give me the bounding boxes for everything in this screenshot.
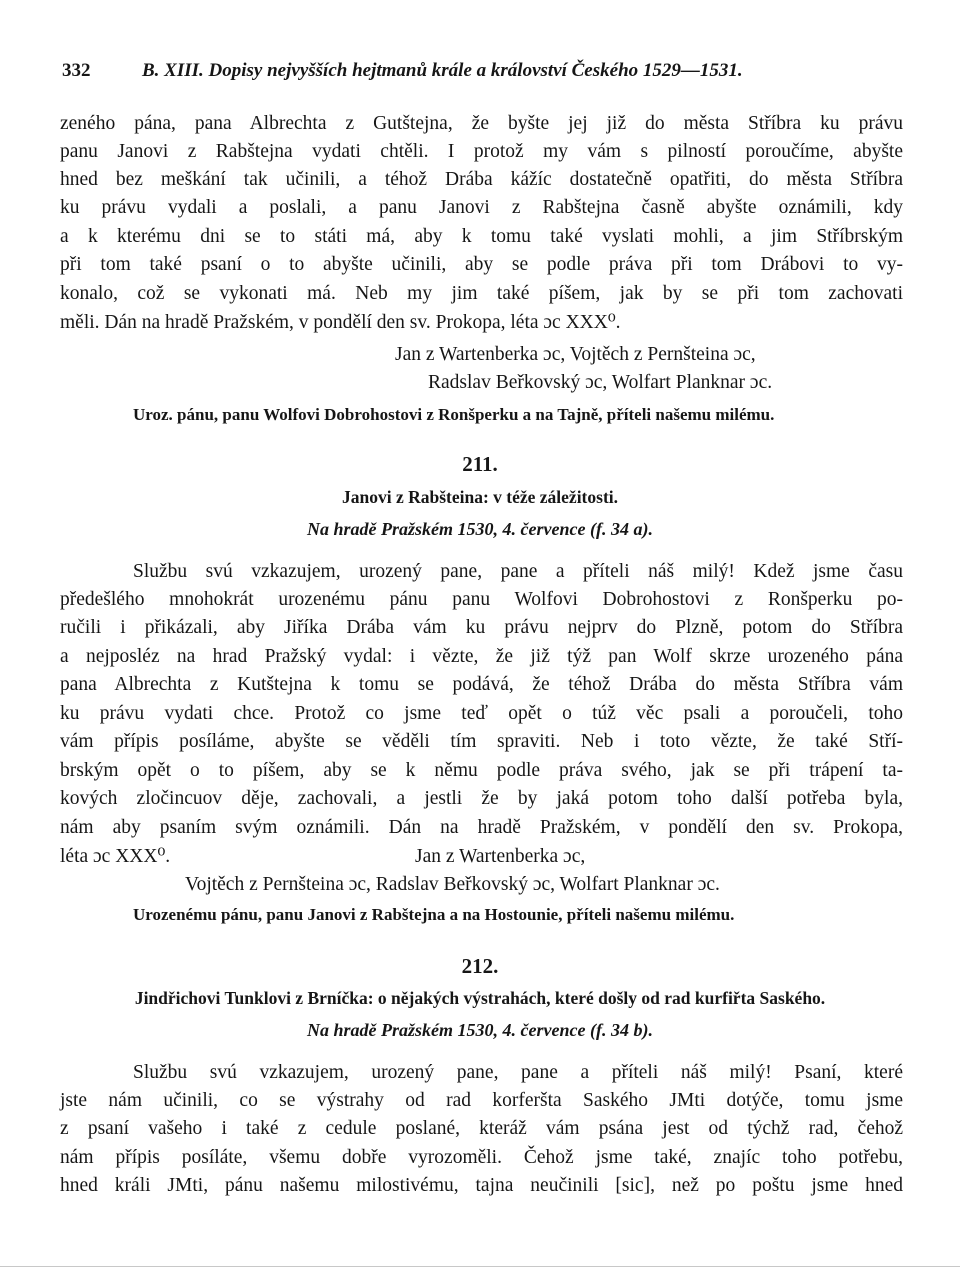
text-line: Službu svú vzkazujem, urozený pane, pane a příteli náš milý! Psaní, které [133, 1062, 903, 1083]
text-line: panu Janovi z Rabštejna vydati chtěli. I protož my vám s pilností poroučíme, abyšte [60, 141, 903, 162]
signature-line: Vojtěch z Pernšteina ɔc, Radslav Beřkovský ɔc, Wolfart Planknar ɔc. [185, 874, 720, 895]
text-line: ku právu vydali a poslali, a panu Janovi z Rabštejna časně abyšte oznámili, kdy [60, 197, 903, 218]
text-line: ručili i přikázali, aby Jiříka Drába vám ku právu nejprv do Plzně, potom do Stříbra [60, 617, 903, 638]
text-line: a k kterému dni se to státi má, aby k tomu také vyslati mohli, a jim Stříbrským [60, 226, 903, 247]
signature-line-1: Jan z Wartenberka ɔc, Vojtěch z Pernšteina ɔc, [395, 344, 756, 365]
text-line: kových zločincuov děje, zachovali, a jestli že by jaká potom toho další potřeba byla, [60, 788, 903, 809]
letter-place-date: Na hradě Pražském 1530, 4. července (f. 34 a). [307, 519, 653, 539]
text-line: pana Albrechta z Kutštejna k tomu se podává, že téhož Drába do města Stříbra vám [60, 674, 903, 695]
letter-number: 212. [461, 954, 499, 978]
text-line: jste nám učinili, co se výstrahy od rad korferšta Saského JMti dotýče, tomu jsme [60, 1090, 903, 1111]
running-header [62, 60, 902, 88]
text-line: léta ɔc XXX⁰. [60, 846, 171, 867]
text-line: hned bez meškání tak učinili, a téhož Drába kážíc dostatečně opatřiti, do města Stříbra [60, 169, 903, 190]
letter-number: 211. [462, 452, 498, 476]
text-line: vám přípis posíláme, abyšte se věděli tím spraviti. Neb i toto vězte, že také Stří- [60, 731, 903, 752]
letter-address: Uroz. pánu, panu Wolfovi Dobrohostovi z Ronšperku a na Tajně, příteli našemu milému. [133, 405, 775, 424]
letter-place-date: Na hradě Pražském 1530, 4. července (f. 34 b). [307, 1020, 653, 1040]
signature-inline: Jan z Wartenberka ɔc, [415, 846, 586, 867]
bottom-divider [0, 1266, 960, 1267]
text-line: konalo, což se vykonati má. Neb my jim také píšem, jak by se při tom zachovati [60, 283, 903, 304]
text-line: zeného pána, pana Albrechta z Gutštejna, že byšte jej již do města Stříbra ku právu [60, 113, 903, 134]
letter-subject: Janovi z Rabšteina: v téže záležitosti. [341, 487, 619, 507]
text-line: měli. Dán na hradě Pražském, v pondělí den sv. Prokopa, léta ɔc XXX⁰. [60, 312, 621, 333]
text-line: ku právu vydati chce. Protož co jsme teď opět o túž věc psali a poroučeli, toho [60, 703, 903, 724]
text-line: z psaní vašeho i také z cedule poslané, kteráž vám psána jest od týchž rad, čehož [60, 1118, 903, 1139]
letter-subject: Jindřichovi Tunklovi z Brníčka: o nějakých výstrahách, které došly od rad kurfiřta Saského. [134, 988, 826, 1008]
text-line: při tom také psaní o to abyšte učinili, aby se podle práva při tom Drábovi to vy- [60, 254, 903, 275]
text-line: a nejposléz na hrad Pražský vydal: i vězte, že již týž pan Wolf skrze urozeného pána [60, 646, 903, 667]
signature-line-2: Radslav Beřkovský ɔc, Wolfart Planknar ɔc. [428, 372, 773, 393]
letter-address: Urozenému pánu, panu Janovi z Rabštejna a na Hostounie, příteli našemu milému. [133, 905, 735, 924]
running-title: B. XIII. Dopisy nejvyšších hejtmanů krále a království Českého 1529—1531. [142, 60, 743, 81]
text-line: brským opět o to píšem, aby se k němu podle práva svého, jak se při trápení ta- [60, 760, 903, 781]
text-line: hned králi JMti, pánu našemu milostivému, tajna neučinili [sic], než po poštu jsme hned [60, 1175, 903, 1196]
text-line: nám přípis posíláte, všemu dobře vyrozoměli. Čehož jsme také, znajíc toho potřebu, [60, 1147, 903, 1168]
page-number: 332 [62, 60, 91, 81]
text-line: předešlého mnohokrát urozenému pánu panu Wolfovi Dobrohostovi z Ronšperku po- [60, 589, 903, 610]
text-line: nám aby psaním svým oznámili. Dán na hradě Pražském, v pondělí den sv. Prokopa, [60, 817, 903, 838]
text-line: Službu svú vzkazujem, urozený pane, pane a příteli náš milý! Kdež jsme času [133, 561, 903, 582]
